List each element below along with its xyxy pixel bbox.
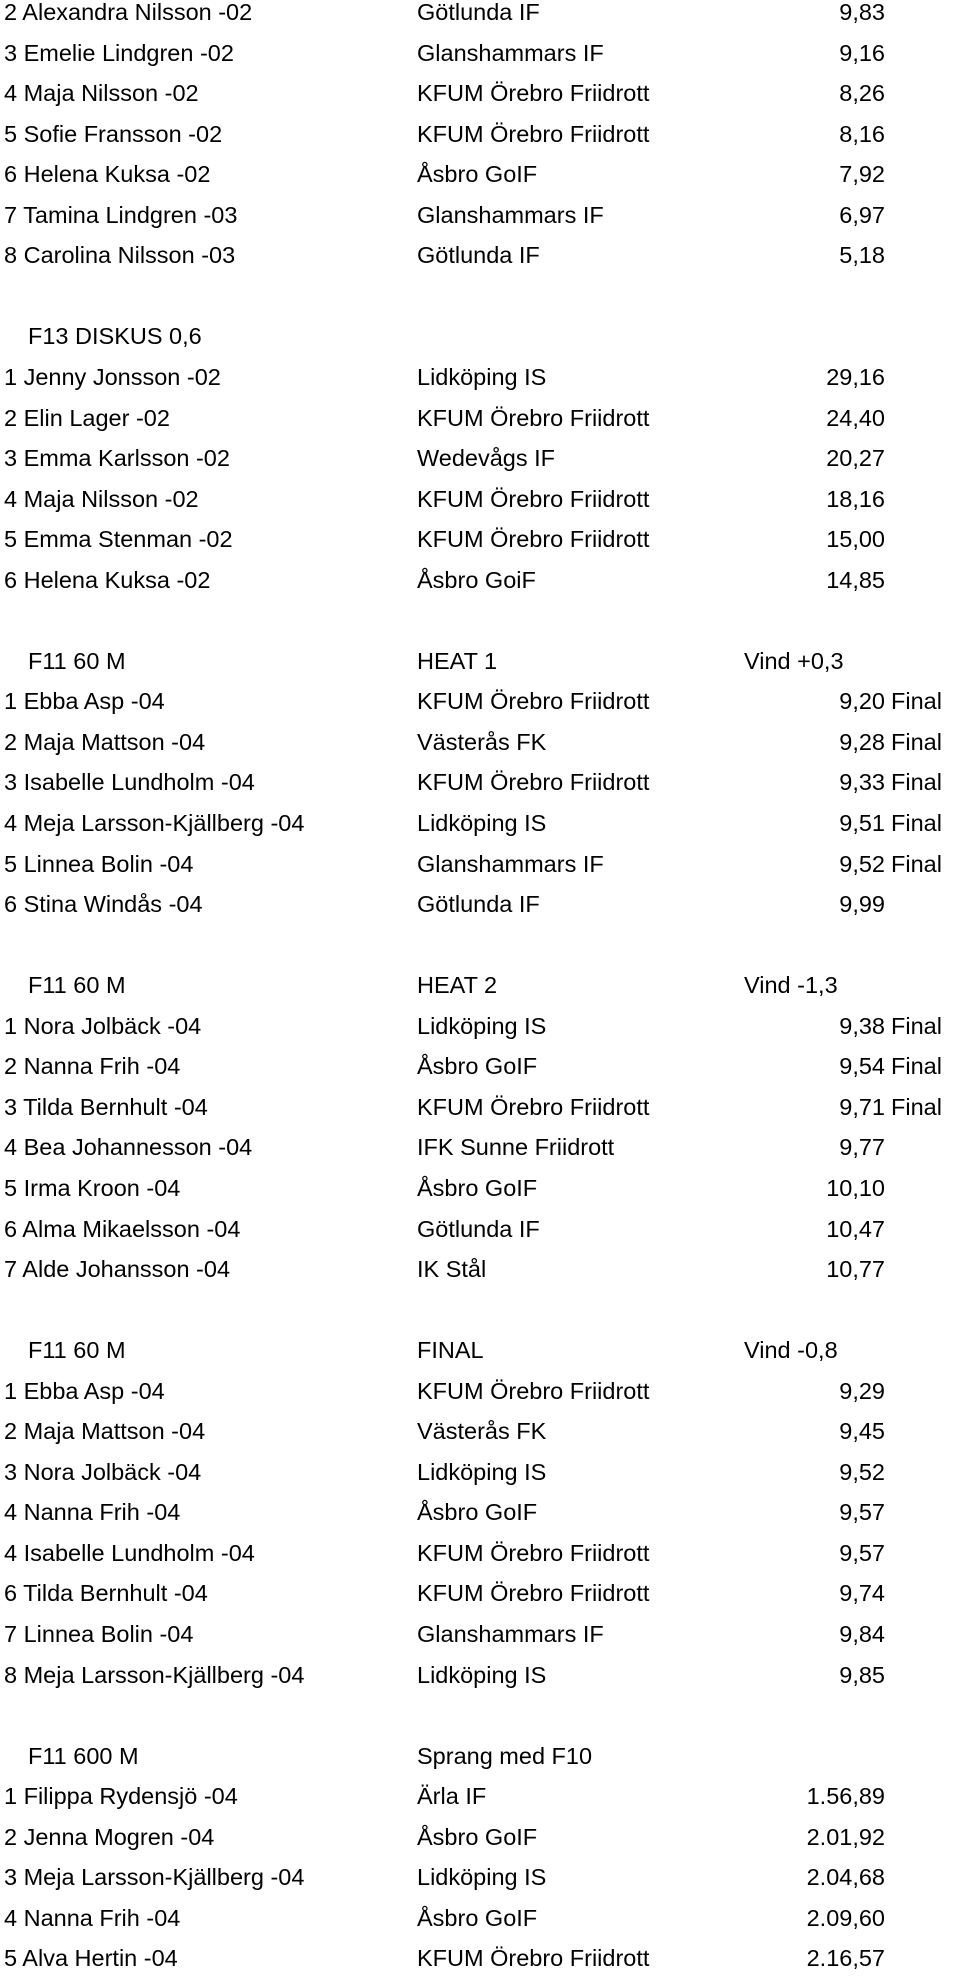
result-row <box>0 1579 960 1619</box>
result-value: 9,52 <box>839 850 885 877</box>
result-row <box>0 241 960 281</box>
result-value: 9,28 <box>839 728 885 755</box>
athlete-name: 6 Alma Mikaelsson -04 <box>4 1215 241 1242</box>
result-value: 2.01,92 <box>806 1823 885 1850</box>
result-value: 9,84 <box>839 1621 885 1647</box>
athlete-name: 4 Maja Nilsson -02 <box>4 485 199 512</box>
club-name: Lidköping IS <box>417 1458 547 1485</box>
result-value: 2.04,68 <box>806 1864 885 1891</box>
result-row <box>0 404 960 444</box>
result-row <box>0 1052 960 1092</box>
club-name: Åsbro GoIF <box>417 1823 538 1850</box>
result-row <box>0 1174 960 1214</box>
club-name: KFUM Örebro Friidrott <box>417 1093 650 1120</box>
result-value: 9,20 <box>839 688 885 715</box>
event-title: F11 60 M <box>28 647 126 674</box>
result-row <box>0 1255 960 1295</box>
result-row <box>0 1904 960 1944</box>
athlete-name: 7 Tamina Lindgren -03 <box>4 201 238 228</box>
club-name: Lidköping IS <box>417 1012 547 1039</box>
club-name: IK Stål <box>417 1256 487 1283</box>
result-value: 9,29 <box>839 1377 885 1404</box>
athlete-name: 2 Nanna Frih -04 <box>4 1053 181 1080</box>
club-name: Ärla IF <box>417 1783 487 1810</box>
athlete-name: 2 Maja Mattson -04 <box>4 1418 206 1445</box>
result-value: 9,57 <box>839 1499 885 1526</box>
result-row <box>0 363 960 403</box>
result-row <box>0 768 960 808</box>
result-row <box>0 1944 960 1984</box>
result-value: 2.09,60 <box>806 1904 885 1931</box>
athlete-name: 1 Jenny Jonsson -02 <box>4 363 221 390</box>
athlete-name: 5 Alva Hertin -04 <box>4 1945 178 1972</box>
result-value: 8,26 <box>839 80 885 107</box>
section-header <box>0 647 960 687</box>
wind-label: Vind +0,3 <box>744 647 844 674</box>
result-row <box>0 1823 960 1863</box>
qualification-note: Final <box>891 1053 942 1080</box>
result-value: 9,38 <box>839 1012 885 1039</box>
result-row <box>0 566 960 606</box>
athlete-name: 2 Maja Mattson -04 <box>4 728 206 755</box>
athlete-name: 5 Linnea Bolin -04 <box>4 850 194 877</box>
result-row <box>0 1498 960 1538</box>
result-value: 9,83 <box>839 0 885 25</box>
qualification-note: Final <box>891 1093 942 1120</box>
qualification-note: Final <box>891 1012 942 1039</box>
result-row <box>0 485 960 525</box>
result-row <box>0 890 960 930</box>
club-name: KFUM Örebro Friidrott <box>417 1945 650 1972</box>
athlete-name: 7 Alde Johansson -04 <box>4 1256 231 1283</box>
result-row <box>0 1782 960 1822</box>
event-title: F11 60 M <box>28 1337 126 1364</box>
club-name: Wedevågs IF <box>417 445 556 472</box>
section-header <box>0 1336 960 1376</box>
athlete-name: 8 Carolina Nilsson -03 <box>4 242 236 269</box>
result-value: 24,40 <box>826 404 885 431</box>
athlete-name: 3 Isabelle Lundholm -04 <box>4 769 255 796</box>
athlete-name: 4 Nanna Frih -04 <box>4 1499 181 1526</box>
result-row <box>0 1863 960 1903</box>
result-row <box>0 1417 960 1457</box>
club-name: Lidköping IS <box>417 810 547 836</box>
athlete-name: 1 Ebba Asp -04 <box>4 1377 165 1404</box>
result-value: 9,54 <box>839 1053 885 1080</box>
club-name: Åsbro GoIF <box>417 1053 538 1080</box>
result-value: 9,71 <box>839 1093 885 1120</box>
club-name: Lidköping IS <box>417 1864 547 1891</box>
result-row <box>0 160 960 200</box>
qualification-note: Final <box>891 810 942 836</box>
athlete-name: 3 Emma Karlsson -02 <box>4 445 230 472</box>
qualification-note: Final <box>891 688 942 715</box>
heat-label: HEAT 2 <box>417 972 498 999</box>
result-value: 29,16 <box>826 363 885 390</box>
result-value: 20,27 <box>826 445 885 472</box>
wind-label: Vind -1,3 <box>744 972 838 999</box>
qualification-note: Final <box>891 728 942 755</box>
club-name: KFUM Örebro Friidrott <box>417 120 650 147</box>
section-header <box>0 971 960 1011</box>
athlete-name: 7 Linnea Bolin -04 <box>4 1621 194 1647</box>
section-header <box>0 322 960 362</box>
club-name: Västerås FK <box>417 728 547 755</box>
result-value: 14,85 <box>826 566 885 593</box>
club-name: Åsbro GoIF <box>417 1499 538 1526</box>
result-value: 2.16,57 <box>806 1945 885 1972</box>
athlete-name: 5 Irma Kroon -04 <box>4 1174 181 1201</box>
club-name: KFUM Örebro Friidrott <box>417 1539 650 1566</box>
athlete-name: 6 Tilda Bernhult -04 <box>4 1580 208 1607</box>
result-value: 9,74 <box>839 1580 885 1607</box>
result-value: 9,77 <box>839 1134 885 1161</box>
club-name: Glanshammars IF <box>417 39 604 66</box>
result-value: 9,85 <box>839 1661 885 1688</box>
result-row <box>0 39 960 79</box>
athlete-name: 6 Helena Kuksa -02 <box>4 566 211 593</box>
result-row <box>0 1093 960 1133</box>
club-name: Åsbro GoiF <box>417 566 536 593</box>
result-value: 9,33 <box>839 769 885 796</box>
club-name: Götlunda IF <box>417 1215 540 1242</box>
athlete-name: 8 Meja Larsson-Kjällberg -04 <box>4 1661 305 1688</box>
result-row <box>0 0 960 38</box>
club-name: Götlunda IF <box>417 891 540 918</box>
result-value: 1.56,89 <box>806 1783 885 1810</box>
club-name: KFUM Örebro Friidrott <box>417 526 650 553</box>
athlete-name: 2 Jenna Mogren -04 <box>4 1823 215 1850</box>
athlete-name: 6 Stina Windås -04 <box>4 891 203 918</box>
athlete-name: 4 Meja Larsson-Kjällberg -04 <box>4 810 305 836</box>
club-name: Västerås FK <box>417 1418 547 1445</box>
club-name: KFUM Örebro Friidrott <box>417 769 650 796</box>
athlete-name: 4 Maja Nilsson -02 <box>4 80 199 107</box>
result-value: 9,51 <box>839 810 885 836</box>
club-name: KFUM Örebro Friidrott <box>417 404 650 431</box>
event-title: F13 DISKUS 0,6 <box>28 323 202 350</box>
result-value: 6,97 <box>839 201 885 228</box>
athlete-name: 1 Nora Jolbäck -04 <box>4 1012 202 1039</box>
club-name: Glanshammars IF <box>417 1621 604 1647</box>
event-title: F11 600 M <box>28 1742 139 1769</box>
result-row <box>0 1620 960 1660</box>
result-value: 8,16 <box>839 120 885 147</box>
result-value: 9,45 <box>839 1418 885 1445</box>
result-row <box>0 201 960 241</box>
athlete-name: 3 Emelie Lindgren -02 <box>4 39 234 66</box>
result-row <box>0 1661 960 1701</box>
athlete-name: 2 Alexandra Nilsson -02 <box>4 0 253 25</box>
result-value: 9,99 <box>839 891 885 918</box>
club-name: KFUM Örebro Friidrott <box>417 485 650 512</box>
event-title: F11 60 M <box>28 972 126 999</box>
result-row <box>0 687 960 727</box>
club-name: Götlunda IF <box>417 242 540 269</box>
result-row <box>0 1215 960 1255</box>
result-row <box>0 728 960 768</box>
wind-label: Vind -0,8 <box>744 1337 838 1364</box>
result-value: 10,47 <box>826 1215 885 1242</box>
result-value: 10,10 <box>826 1174 885 1201</box>
athlete-name: 1 Ebba Asp -04 <box>4 688 165 715</box>
athlete-name: 3 Meja Larsson-Kjällberg -04 <box>4 1864 305 1891</box>
club-name: Åsbro GoIF <box>417 161 538 188</box>
result-row <box>0 120 960 160</box>
result-row <box>0 1458 960 1498</box>
result-row <box>0 1133 960 1173</box>
club-name: Lidköping IS <box>417 363 547 390</box>
heat-label: FINAL <box>417 1337 484 1364</box>
heat-label: HEAT 1 <box>417 647 498 674</box>
qualification-note: Final <box>891 850 942 877</box>
result-row <box>0 850 960 890</box>
club-name: Åsbro GoIF <box>417 1904 538 1931</box>
athlete-name: 5 Sofie Fransson -02 <box>4 120 223 147</box>
result-value: 10,77 <box>826 1256 885 1283</box>
athlete-name: 1 Filippa Rydensjö -04 <box>4 1783 238 1810</box>
athlete-name: 4 Isabelle Lundholm -04 <box>4 1539 255 1566</box>
heat-label: Sprang med F10 <box>417 1742 593 1769</box>
result-value: 18,16 <box>826 485 885 512</box>
athlete-name: 4 Nanna Frih -04 <box>4 1904 181 1931</box>
athlete-name: 4 Bea Johannesson -04 <box>4 1134 253 1161</box>
result-value: 15,00 <box>826 526 885 553</box>
club-name: Lidköping IS <box>417 1661 547 1688</box>
club-name: KFUM Örebro Friidrott <box>417 688 650 715</box>
athlete-name: 5 Emma Stenman -02 <box>4 526 233 553</box>
club-name: Glanshammars IF <box>417 201 604 228</box>
club-name: KFUM Örebro Friidrott <box>417 80 650 107</box>
result-row <box>0 525 960 565</box>
result-value: 5,18 <box>839 242 885 269</box>
result-row <box>0 809 960 849</box>
result-row <box>0 1012 960 1052</box>
athlete-name: 3 Nora Jolbäck -04 <box>4 1458 202 1485</box>
result-value: 9,57 <box>839 1539 885 1566</box>
club-name: KFUM Örebro Friidrott <box>417 1580 650 1607</box>
club-name: Glanshammars IF <box>417 850 604 877</box>
section-header <box>0 1742 960 1782</box>
result-value: 9,52 <box>839 1458 885 1485</box>
athlete-name: 6 Helena Kuksa -02 <box>4 161 211 188</box>
result-row <box>0 1377 960 1417</box>
result-row <box>0 444 960 484</box>
club-name: IFK Sunne Friidrott <box>417 1134 615 1161</box>
result-value: 7,92 <box>839 161 885 188</box>
result-row <box>0 1539 960 1579</box>
club-name: KFUM Örebro Friidrott <box>417 1377 650 1404</box>
athlete-name: 2 Elin Lager -02 <box>4 404 170 431</box>
result-row <box>0 79 960 119</box>
result-value: 9,16 <box>839 39 885 66</box>
club-name: Åsbro GoIF <box>417 1174 538 1201</box>
athlete-name: 3 Tilda Bernhult -04 <box>4 1093 208 1120</box>
qualification-note: Final <box>891 769 942 796</box>
club-name: Götlunda IF <box>417 0 540 25</box>
